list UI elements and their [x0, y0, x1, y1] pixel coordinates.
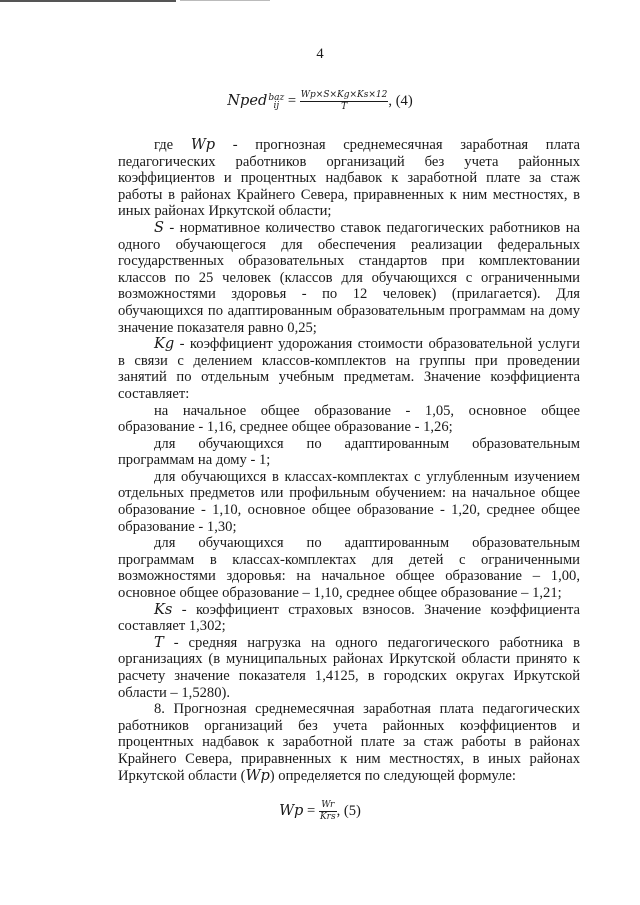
formula-5-numerator: Wr [319, 800, 337, 812]
formula-4-equals: = [284, 92, 300, 109]
definition-kg-symbol: Kg [154, 335, 175, 353]
kg-item: для обучающихся по адаптированным образовательным программам в классах-комплектах для детей с ограниченными возможностями здоровья: на начальное общее образование – 1,00, основное общее образование – 1,10, среднее общее образование – 1,21; [118, 535, 580, 602]
formula-5-lhs: Wp [279, 801, 304, 819]
formula-4-label: , (4) [388, 92, 413, 109]
formula-5-fraction [319, 800, 337, 823]
definition-wp-text: - прогнозная среднемесячная заработная плата педагогических работников организаций без учета районных коэффициентов и процентных надбавок к заработной плате за стаж работы в районах Крайнего Севера, приравненных к ним местностях, в иных районах Иркутской области; [118, 137, 581, 220]
definition-t-text: - средняя нагрузка на одного педагогического работника в организациях (в муниципальных районах Иркутской области принято к расчету значение показателя 1,4125, в городских округах Иркутской области – 1,5280). [118, 634, 580, 701]
definitions-block [118, 137, 580, 784]
definition-kg [118, 336, 580, 402]
scan-edge-mark [0, 0, 176, 2]
kg-item: для обучающихся в классах-комплектах с углубленным изучением отдельных предметов или профильным обучением: на начальное общее образование - 1,10, основное общее образование - 1,20, среднее общее образование - 1,30; [118, 468, 580, 535]
formula-4-fraction [300, 90, 389, 113]
formula-5-denominator: Krs [319, 812, 336, 822]
definition-ks-text: - коэффициент страховых взносов. Значение коэффициента составляет 1,302; [118, 601, 580, 635]
definition-wp-prefix: где [154, 137, 191, 153]
formula-4-numerator: Wp×S×Kg×Ks×12 [300, 90, 388, 100]
formula-4-lhs-base: Nped [227, 91, 268, 109]
definition-s-text: - нормативное количество ставок педагогических работников на одного обучающегося для обеспечения реализации федеральных государственных образовательных стандартов при комплектовании классов по 25 человек (классов для обучающихся с ограниченными возможностями здоровья - по 12 человек) (прилагается). Для обучающихся по адаптированным образовательным программам на дому значение показателя равно 0,25; [118, 219, 580, 336]
definition-ks [118, 602, 580, 635]
paragraph-8-text: 8. Прогнозная среднемесячная заработная плата педагогических работников организаций без учета районных коэффициентов и процентных надбавок к заработной плате за стаж работы в районах Крайнего Севера, приравненных к ним местностях, в иных районах Иркутской области ( [118, 701, 580, 784]
paragraph-8 [118, 701, 580, 784]
paragraph-8-tail: ) определяется по следующей формуле: [269, 767, 516, 784]
definition-t [118, 635, 580, 701]
formula-4-sup: baz [268, 92, 285, 103]
kg-item: на начальное общее образование - 1,05, основное общее образование - 1,16, среднее общее образование - 1,26; [118, 402, 580, 436]
formula-4-indices [268, 94, 284, 110]
definition-ks-symbol: Ks [154, 600, 173, 618]
definition-kg-text: - коэффициент удорожания стоимости образовательной услуги в связи с делением классов-комплектов на группы при проведении занятий по отдельным учебным предметам. Значение коэффициента составляет: [118, 336, 580, 402]
definition-t-symbol: T [154, 633, 164, 651]
formula-4-sub: ij [273, 100, 280, 111]
kg-item: для обучающихся по адаптированным образовательным программам на дому - 1; [118, 435, 580, 469]
scan-edge-mark-faint [180, 0, 270, 1]
page-number: 4 [316, 46, 324, 62]
paragraph-8-symbol: Wp [245, 766, 270, 784]
definition-s [118, 220, 580, 336]
formula-4-denominator: T [341, 102, 348, 112]
formula-5 [0, 800, 640, 823]
formula-5-equals: = [303, 802, 319, 819]
definition-s-symbol: S [154, 218, 164, 236]
formula-4 [0, 90, 640, 113]
definition-wp [118, 137, 580, 220]
formula-5-label: , (5) [336, 802, 361, 819]
definition-wp-symbol: Wp [190, 136, 216, 153]
